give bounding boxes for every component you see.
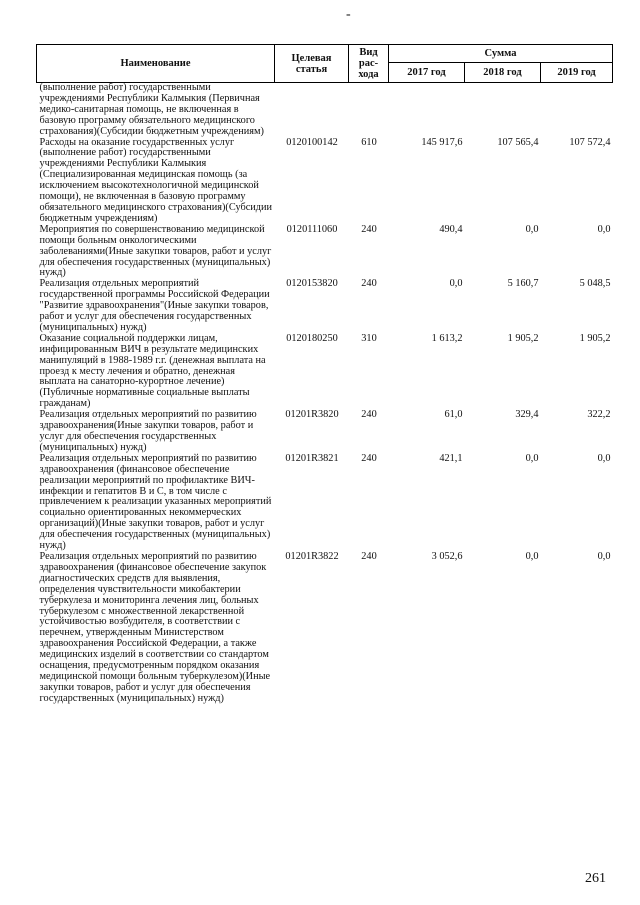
row-2018: [465, 83, 541, 138]
budget-table: [36, 44, 613, 705]
row-2017: [389, 83, 465, 138]
row-2017: 61,0: [444, 409, 463, 421]
row-code: 0120153820: [286, 278, 338, 290]
row-code: 0120180250: [286, 332, 338, 344]
table-row: [37, 454, 613, 552]
row-name: Расходы на оказание государственных услуг (выполнение работ) государственными учреждениями Республики Калмыкия (Специализированная медицинская помощь (за исключением высокотехнологичной медицинской помощи), не включенная в базовую программу обязательного медицинского страхования)(Субсидии бюджетным учреждениям): [39, 136, 273, 224]
table-row: [37, 552, 613, 705]
row-name: Реализация отдельных мероприятий по развитию здравоохранения(Иные закупки товаров, работ и услуг для обеспечения государственных (муниципальных) нужд): [39, 409, 257, 453]
row-name: Оказание социальной поддержки лицам, инфицированным ВИЧ в результате медицинских манипуляций в 1988-1989 г.г. (денежная выплата на проезд к месту лечения и обратно, денежная выплата на санаторно-курортное лечение)(Публичные нормативные социальные выплаты гражданам): [39, 332, 266, 410]
row-vid: 240: [361, 550, 377, 562]
table-row: [37, 279, 613, 334]
row-2019: 0,0: [597, 223, 611, 235]
table-row: [37, 410, 613, 454]
row-2018: 329,4: [515, 409, 539, 421]
row-2018: 1 905,2: [507, 332, 539, 344]
table-row: [37, 138, 613, 225]
row-name: (выполнение работ) государственными учреждениями Республики Калмыкия (Первичная медико-санитарная помощь, не включенная в базовую программу обязательного медицинского страхования)(Субсидии бюджетным учреждениям): [39, 82, 264, 137]
row-2018: 0,0: [525, 550, 539, 562]
row-vid: [349, 83, 389, 138]
table-row: [37, 334, 613, 410]
row-2017: 3 052,6: [431, 550, 463, 562]
row-name: Реализация отдельных мероприятий по развитию здравоохранения (финансовое обеспечение закупок диагностических средств для выявления, определения чувствительности микобактерии туберкулеза и мониторинга лечения лиц, больных туберкулезом с множественной лекарственной устойчивостью возбудителя, в соответствии с перечнем, утвержденным Министерством здравоохранения Российской Федерации, а также медицинских изделий в соответствии со стандартом оснащения, предусмотренным порядком оказания медицинской помощи больным туберкулезом)(Иные закупки товаров, работ и услуг для обеспечения государственных (муниципальных) нужд): [39, 550, 271, 704]
row-2019: 0,0: [597, 452, 611, 464]
row-code: 0120100142: [286, 136, 338, 148]
row-name: Реализация отдельных мероприятий по развитию здравоохранения (финансовое обеспечение реализации мероприятий по профилактике ВИЧ-инфекции и гепатитов В и С, в том числе с привлечением к реализации указанных мероприятий социально ориентированных некоммерческих организаций)(Иные закупки товаров, работ и услуг для обеспечения государственных (муниципальных) нужд): [39, 452, 272, 552]
header-article-line2: статья: [295, 63, 328, 75]
row-2017: 145 917,6: [421, 136, 463, 148]
row-vid: 610: [361, 136, 377, 148]
row-2017: 421,1: [439, 452, 463, 464]
row-vid: 240: [361, 223, 377, 235]
row-2018: 107 565,4: [497, 136, 539, 148]
row-2019: [541, 83, 613, 138]
row-name: Мероприятия по совершенствованию медицинской помощи больным онкологическими заболеваниями(Иные закупки товаров, работ и услуг для обеспечения государственных (муниципальных) нужд): [39, 223, 272, 279]
row-2019: 5 048,5: [579, 278, 611, 290]
table-row: [37, 225, 613, 280]
header-article: [275, 45, 349, 83]
row-2019: 1 905,2: [579, 332, 611, 344]
header-vid-line2: рас-: [358, 58, 379, 69]
header-name: Наименование: [37, 45, 275, 83]
row-2019: 322,2: [587, 409, 611, 421]
row-2019: 107 572,4: [569, 136, 611, 148]
row-vid: 240: [361, 452, 377, 464]
page-number: 261: [585, 871, 606, 886]
header-vid-line3: хода: [358, 69, 379, 80]
header-vid-line1: Вид: [359, 47, 378, 58]
header-year-2018: 2018 год: [465, 63, 541, 83]
row-2018: 0,0: [525, 223, 539, 235]
row-2017: 490,4: [439, 223, 463, 235]
table-row: [37, 83, 613, 138]
row-code: 0120111060: [286, 223, 338, 235]
row-code: 01201R3821: [285, 452, 339, 464]
row-vid: 240: [361, 409, 377, 421]
row-vid: 240: [361, 278, 377, 290]
row-2018: 5 160,7: [507, 278, 539, 290]
row-code: 01201R3822: [285, 550, 339, 562]
row-code: 01201R3820: [285, 409, 339, 421]
row-2017: 0,0: [449, 278, 463, 290]
row-name: Реализация отдельных мероприятий государственной программы Российской Федерации "Развитие здравоохранения"(Иные закупки товаров, работ и услуг для обеспечения государственных (муниципальных) нужд): [39, 278, 270, 333]
header-article-line1: Целевая: [291, 52, 332, 64]
row-2019: 0,0: [597, 550, 611, 562]
header-year-2019: 2019 год: [541, 63, 613, 83]
row-2018: 0,0: [525, 452, 539, 464]
row-code: [275, 83, 349, 138]
row-vid: 310: [361, 332, 377, 344]
header-vid: [349, 45, 389, 83]
header-sum: Сумма: [389, 45, 613, 63]
top-mark: -: [346, 7, 351, 22]
row-2017: 1 613,2: [431, 332, 463, 344]
header-year-2017: 2017 год: [389, 63, 465, 83]
